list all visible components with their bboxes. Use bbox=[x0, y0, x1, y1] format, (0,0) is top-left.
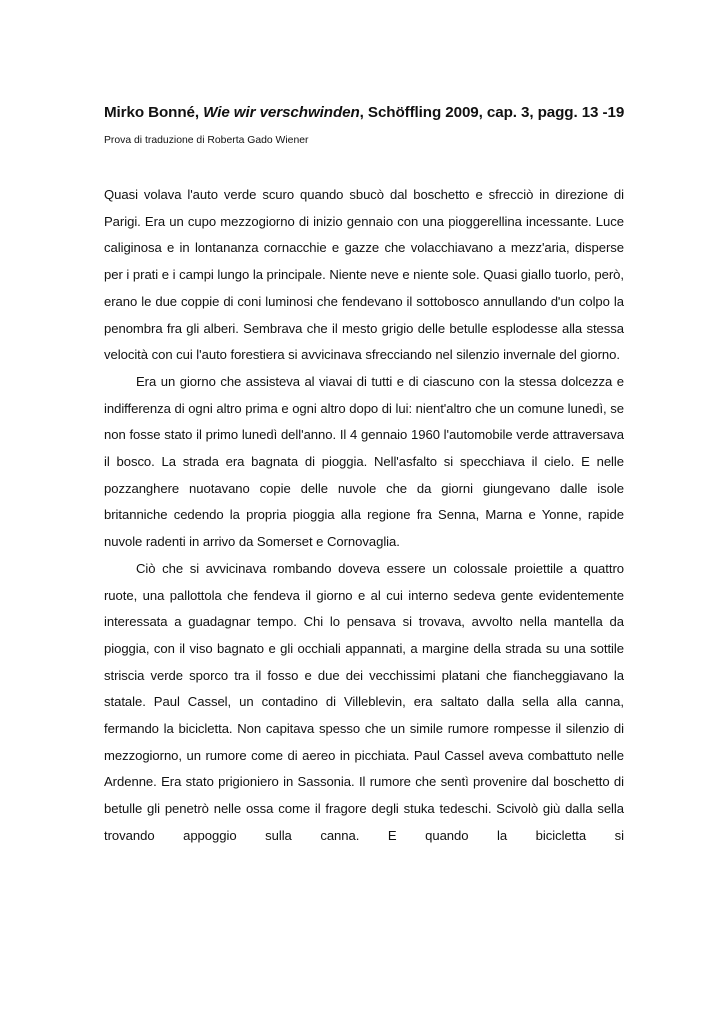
title-book: Wie wir verschwinden bbox=[203, 104, 360, 121]
title-author: Mirko Bonné, bbox=[104, 104, 204, 121]
document-title bbox=[104, 104, 644, 121]
paragraph-3: Ciò che si avvicinava rombando doveva essere un colossale proiettile a quattro ruote, una pallottola che fendeva il giorno e al cui interno sedeva gente evidentemente interessata a guadagnar tempo. Chi lo pensava si trovava, avvolto nella mantella da pioggia, con il viso bagnato e gli occhiali appannati, a margine della strada su una sottile striscia verde sporco tra il fosso e due dei vecchissimi platani che fiancheggiavano la statale. Paul Cassel, un contadino di Villeblevin, era saltato dalla sella alla canna, fermando la bicicletta. Non capitava spesso che un simile rumore rompesse il silenzio di mezzogiorno, un rumore come di aereo in picchiata. Paul Cassel aveva combattuto nelle Ardenne. Era stato prigioniero in Sassonia. Il rumore che sentì provenire dal boschetto di betulle gli penetrò nelle ossa come il fragore degli stuka tedeschi. Scivolò giù dalla sella trovando appoggio sulla canna. E quando la bicicletta si bbox=[104, 560, 624, 843]
document-subtitle: Prova di traduzione di Roberta Gado Wiener bbox=[104, 135, 309, 146]
paragraph-1: Quasi volava l'auto verde scuro quando sbucò dal boschetto e sfrecciò in direzione di Parigi. Era un cupo mezzogiorno di inizio gennaio con una pioggerellina incessante. Luce caliginosa e in lontananza cornacchie e gazze che volacchiavano a mezz'aria, disperse per i prati e i campi lungo la principale. Niente neve e niente sole. Quasi giallo tuorlo, però, erano le due coppie di coni luminosi che fendevano il sottobosco annullando d'un colpo la penombra fra gli alberi. Sembrava che il mesto grigio delle betulle esplodesse alla stessa velocità con cui l'auto forestiera si avvicinava sfrecciando nel silenzio invernale del giorno. bbox=[104, 187, 624, 363]
title-publication: , Schöffling 2009, cap. 3, pagg. 13 -19 bbox=[359, 104, 625, 121]
document-body bbox=[104, 182, 624, 850]
paragraph-2: Era un giorno che assisteva al viavai di tutti e di ciascuno con la stessa dolcezza e indifferenza di ogni altro prima e ogni altro dopo di lui: nient'altro che un comune lunedì, se non fosse stato il primo lunedì dell'anno. Il 4 gennaio 1960 l'automobile verde attraversava il bosco. La strada era bagnata di pioggia. Nell'asfalto si specchiava il cielo. E nelle pozzanghere nuotavano copie delle nuvole che da giorni giungevano dalle isole britanniche cedendo la propria pioggia alla regione fra Senna, Marna e Yonne, rapide nuvole radenti in arrivo da Somerset e Cornovaglia. bbox=[104, 373, 624, 550]
